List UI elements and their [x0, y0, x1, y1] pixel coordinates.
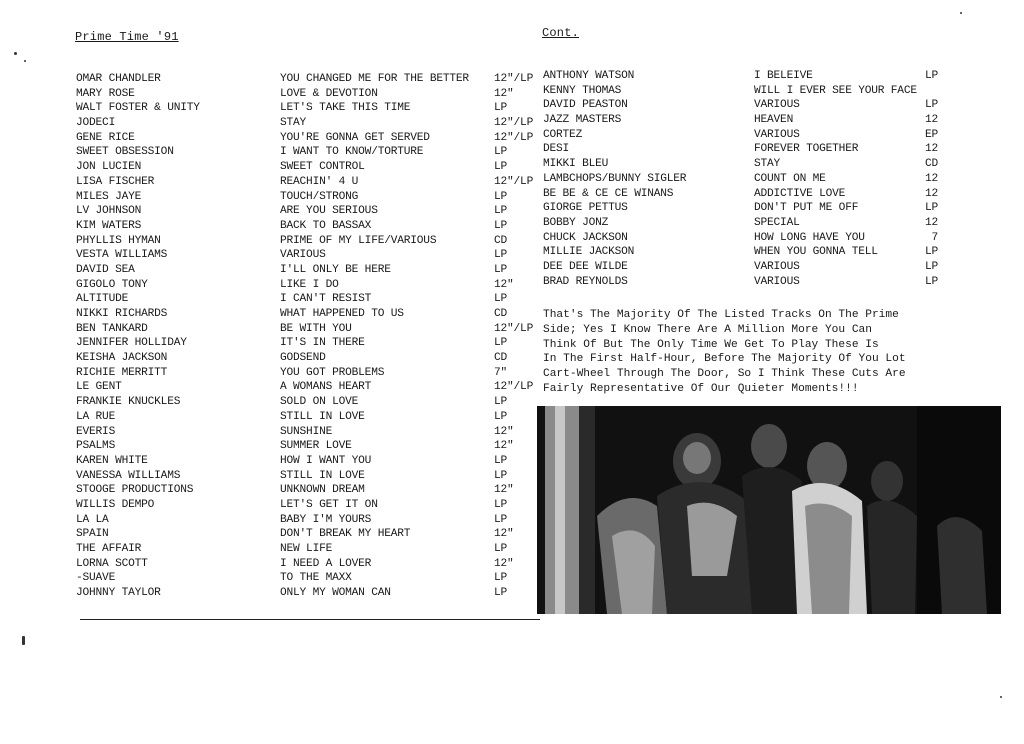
title-cell: YOU'RE GONNA GET SERVED [280, 131, 430, 144]
note-line: Side; Yes I Know There Are A Million More You Can [543, 323, 872, 336]
right-artist-column [543, 69, 748, 289]
format-cell: 12"/LP [494, 381, 534, 394]
format-cell: LP [494, 469, 508, 482]
left-title-column [280, 72, 492, 601]
artist-cell: ANTHONY WATSON [543, 70, 635, 82]
format-cell: 12" [494, 87, 514, 100]
artist-cell: DAVID SEA [76, 263, 135, 276]
artist-cell: WALT FOSTER & UNITY [76, 102, 200, 115]
title-cell: IT'S IN THERE [280, 337, 365, 350]
format-cell: LP [924, 99, 938, 112]
artist-cell: KENNY THOMAS [543, 84, 622, 97]
scan-speck [1000, 696, 1002, 698]
title-cell: SWEET CONTROL [280, 161, 365, 174]
format-cell: 12"/LP [494, 73, 534, 85]
format-cell: CD [924, 158, 938, 171]
artist-cell: KEISHA JACKSON [76, 352, 168, 365]
title-cell: WHEN YOU GONNA TELL [754, 246, 878, 259]
format-cell: 12" [494, 557, 514, 570]
title-cell: REACHIN' 4 U [280, 175, 359, 188]
title-cell: SUNSHINE [280, 425, 333, 438]
artist-cell: LA RUE [76, 410, 116, 423]
artist-cell: JODECI [76, 117, 116, 130]
title-cell: HOW I WANT YOU [280, 454, 372, 467]
artist-cell: JENNIFER HOLLIDAY [76, 337, 187, 350]
format-cell: 12" [494, 440, 514, 453]
artist-cell: GIORGE PETTUS [543, 202, 628, 215]
artist-cell: MILES JAYE [76, 190, 142, 203]
title-cell: HEAVEN [754, 114, 794, 127]
format-cell: LP [494, 454, 508, 467]
format-cell: LP [494, 249, 508, 262]
title-cell: ADDICTIVE LOVE [754, 187, 846, 200]
format-cell: LP [494, 337, 508, 350]
title-cell: LIKE I DO [280, 278, 339, 291]
right-title-column [754, 69, 924, 289]
title-cell: I CAN'T RESIST [280, 293, 372, 306]
artist-cell: SPAIN [76, 528, 109, 541]
format-cell: LP [494, 205, 508, 218]
title-cell: GODSEND [280, 352, 326, 365]
format-cell: 12" [494, 425, 514, 438]
note-line: Cart-Wheel Through The Door, So I Think These Cuts Are [543, 368, 906, 381]
title-cell: I BELEIVE [754, 70, 813, 82]
title-cell: STAY [754, 158, 781, 171]
format-cell: CD [494, 308, 508, 320]
artist-cell: PHYLLIS HYMAN [76, 234, 161, 247]
title-cell: DON'T BREAK MY HEART [280, 528, 411, 541]
title-cell: LET'S GET IT ON [280, 498, 378, 511]
title-cell: NEW LIFE [280, 543, 333, 555]
format-cell [918, 84, 938, 99]
left-artist-column [76, 72, 276, 601]
title-cell: LET'S TAKE THIS TIME [280, 102, 411, 115]
title-cell: TO THE MAXX [280, 572, 352, 585]
artist-cell: NIKKI RICHARDS [76, 308, 168, 320]
title-cell: VARIOUS [754, 99, 800, 112]
format-cell: 12"/LP [494, 322, 534, 335]
format-cell: 12"/LP [494, 175, 534, 188]
format-cell: LP [924, 202, 938, 215]
format-cell: 12 [924, 143, 938, 156]
title-cell: UNKNOWN DREAM [280, 484, 365, 497]
artist-cell: MARY ROSE [76, 87, 135, 100]
title-cell: A WOMANS HEART [280, 381, 372, 394]
title-cell: I WANT TO KNOW/TORTURE [280, 146, 424, 159]
commentary-paragraph [543, 308, 943, 397]
title-cell: COUNT ON ME [754, 172, 826, 185]
format-cell: LP [494, 410, 508, 423]
artist-cell: BEN TANKARD [76, 322, 148, 335]
artist-cell: DAVID PEASTON [543, 99, 628, 112]
title-cell: LOVE & DEVOTION [280, 87, 378, 100]
artist-cell: LORNA SCOTT [76, 557, 148, 570]
title-cell: SUMMER LOVE [280, 440, 352, 453]
artist-cell: JON LUCIEN [76, 161, 142, 174]
artist-cell: LISA FISCHER [76, 175, 155, 188]
note-line: In The First Half-Hour, Before The Majority Of You Lot [543, 353, 906, 366]
format-cell: LP [494, 572, 508, 585]
format-cell: LP [494, 498, 508, 511]
note-line: That's The Majority Of The Listed Tracks On The Prime [543, 309, 899, 321]
format-cell: LP [494, 513, 508, 526]
bottom-rule [80, 619, 540, 620]
artist-cell: LA LA [76, 513, 109, 526]
scan-speck [14, 52, 17, 55]
page-title: Prime Time '91 [75, 30, 179, 44]
title-cell: BABY I'M YOURS [280, 513, 372, 526]
title-cell: VARIOUS [754, 128, 800, 141]
format-cell: LP [494, 396, 508, 409]
scan-speck [960, 12, 962, 14]
format-cell: LP [494, 219, 508, 232]
title-cell: DON'T PUT ME OFF [754, 202, 859, 215]
format-cell: LP [494, 102, 508, 115]
format-cell: LP [494, 263, 508, 276]
crowd-photo [537, 406, 1001, 614]
title-cell: I NEED A LOVER [280, 557, 372, 570]
artist-cell: JOHNNY TAYLOR [76, 587, 161, 600]
artist-cell: LAMBCHOPS/BUNNY SIGLER [543, 172, 687, 185]
format-cell: CD [494, 234, 508, 247]
artist-cell: VANESSA WILLIAMS [76, 469, 181, 482]
title-cell: ONLY MY WOMAN CAN [280, 587, 391, 600]
title-cell: WHAT HAPPENED TO US [280, 308, 404, 320]
format-cell: 7" [494, 366, 508, 379]
format-cell: LP [924, 70, 938, 82]
title-cell: WILL I EVER SEE YOUR FACE [754, 84, 917, 97]
right-format-column [918, 69, 938, 289]
artist-cell: FRANKIE KNUCKLES [76, 396, 181, 409]
note-line: Fairly Representative Of Our Quieter Moments!!! [543, 382, 859, 395]
format-cell: LP [494, 190, 508, 203]
format-cell: EP [924, 128, 938, 141]
format-cell: LP [494, 293, 508, 306]
title-cell: SPECIAL [754, 216, 800, 229]
artist-cell: DEE DEE WILDE [543, 260, 628, 273]
artist-cell: VESTA WILLIAMS [76, 249, 168, 262]
artist-cell: BRAD REYNOLDS [543, 275, 628, 288]
artist-cell: KIM WATERS [76, 219, 142, 232]
title-cell: HOW LONG HAVE YOU [754, 231, 865, 244]
title-cell: BE WITH YOU [280, 322, 352, 335]
artist-cell: JAZZ MASTERS [543, 114, 622, 127]
artist-cell: DESI [543, 143, 570, 156]
left-format-column [494, 72, 540, 601]
format-cell: 12" [494, 528, 514, 541]
artist-cell: LV JOHNSON [76, 205, 142, 218]
artist-cell: WILLIS DEMPO [76, 498, 155, 511]
format-cell: 12 [924, 216, 938, 229]
artist-cell: OMAR CHANDLER [76, 73, 161, 85]
title-cell: YOU CHANGED ME FOR THE BETTER [280, 73, 469, 85]
artist-cell: STOOGE PRODUCTIONS [76, 484, 194, 497]
format-cell: LP [924, 275, 938, 288]
artist-cell: BE BE & CE CE WINANS [543, 187, 674, 200]
title-cell: VARIOUS [280, 249, 326, 262]
artist-cell: CORTEZ [543, 128, 583, 141]
artist-cell: KAREN WHITE [76, 454, 148, 467]
format-cell: LP [924, 260, 938, 273]
format-cell: 12 [924, 187, 938, 200]
title-cell: SOLD ON LOVE [280, 396, 359, 409]
artist-cell: GIGOLO TONY [76, 278, 148, 291]
title-cell: ARE YOU SERIOUS [280, 205, 378, 218]
artist-cell: MIKKI BLEU [543, 158, 609, 171]
title-cell: I'LL ONLY BE HERE [280, 263, 391, 276]
format-cell: 12"/LP [494, 131, 534, 144]
format-cell: 12" [494, 484, 514, 497]
title-cell: STILL IN LOVE [280, 469, 365, 482]
title-cell: VARIOUS [754, 260, 800, 273]
format-cell: CD [494, 352, 508, 365]
artist-cell: CHUCK JACKSON [543, 231, 628, 244]
artist-cell: SWEET OBSESSION [76, 146, 174, 159]
artist-cell: LE GENT [76, 381, 122, 394]
format-cell: LP [494, 146, 508, 159]
format-cell: 7 [931, 231, 938, 244]
format-cell: 12 [924, 172, 938, 185]
artist-cell: GENE RICE [76, 131, 135, 144]
title-cell: TOUCH/STRONG [280, 190, 359, 203]
title-cell: YOU GOT PROBLEMS [280, 366, 385, 379]
artist-cell: PSALMS [76, 440, 116, 453]
scan-speck [22, 636, 25, 645]
artist-cell: -SUAVE [76, 572, 116, 585]
artist-cell: ALTITUDE [76, 293, 129, 306]
title-cell: PRIME OF MY LIFE/VARIOUS [280, 234, 437, 247]
title-cell: STILL IN LOVE [280, 410, 365, 423]
format-cell: LP [494, 543, 508, 555]
title-cell: VARIOUS [754, 275, 800, 288]
artist-cell: BOBBY JONZ [543, 216, 609, 229]
continued-label: Cont. [542, 26, 580, 40]
artist-cell: EVERIS [76, 425, 116, 438]
format-cell: 12 [924, 114, 938, 127]
note-line: Think Of But The Only Time We Get To Play These Is [543, 338, 879, 351]
format-cell: LP [494, 587, 508, 600]
format-cell: 12"/LP [494, 117, 534, 130]
title-cell: STAY [280, 117, 307, 130]
title-cell: FOREVER TOGETHER [754, 143, 859, 156]
format-cell: LP [924, 246, 938, 259]
scan-speck [24, 60, 26, 62]
artist-cell: THE AFFAIR [76, 543, 142, 555]
format-cell: 12" [494, 278, 514, 291]
title-cell: BACK TO BASSAX [280, 219, 372, 232]
artist-cell: MILLIE JACKSON [543, 246, 635, 259]
format-cell: LP [494, 161, 508, 174]
artist-cell: RICHIE MERRITT [76, 366, 168, 379]
photo-graphic [537, 406, 1001, 614]
